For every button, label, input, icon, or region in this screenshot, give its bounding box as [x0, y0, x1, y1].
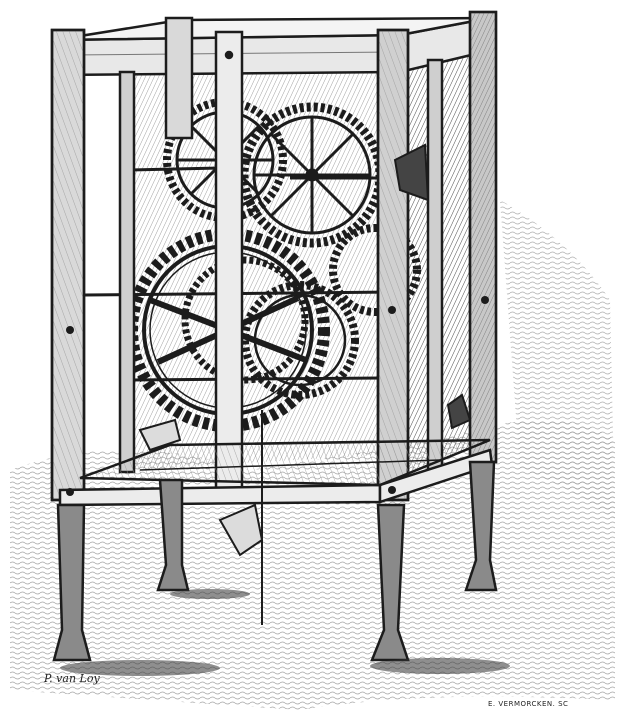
center-bar — [216, 32, 242, 502]
engraver-signature: E. VERMORCKEN. SC — [488, 700, 569, 708]
artist-signature: P. van Loy — [44, 672, 100, 685]
frame-top — [55, 18, 492, 75]
